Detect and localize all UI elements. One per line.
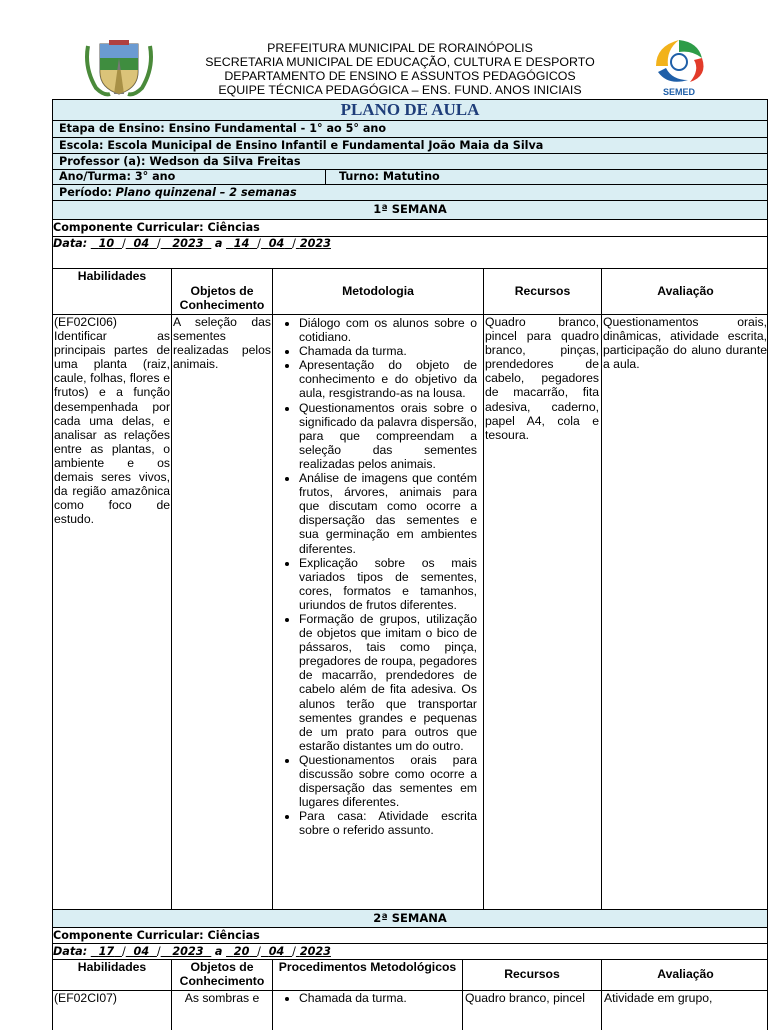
header-line-equipe: EQUIPE TÉCNICA PEDAGÓGICA – ENS. FUND. ANOS INICIAIS bbox=[218, 82, 582, 97]
w2-col-avaliacao: Avaliação bbox=[657, 967, 714, 981]
turma-cell: Ano/Turma: 3° ano bbox=[53, 170, 326, 184]
col-habilidades: Habilidades bbox=[53, 269, 172, 314]
turno-cell: Turno: Matutino bbox=[339, 170, 440, 183]
col-avaliacao: Avaliação bbox=[657, 284, 714, 298]
week1-date-label: Data: bbox=[53, 237, 88, 250]
w2-col-procedimentos: Procedimentos Metodológicos bbox=[273, 960, 463, 990]
metodologia-item: • Questionamentos orais para discussão sobre como ocorre a dispersação das sementes em lugares diferentes. bbox=[299, 753, 483, 809]
etapa-row: Etapa de Ensino: Ensino Fundamental - 1° ao 5° ano bbox=[52, 120, 768, 138]
week1-recursos: Quadro branco, pincel para quadro branco, pinças, prendedores de cabelo, pegadores de macarrão, fita adesiva, caderno, papel A4, cola e tesoura. bbox=[484, 315, 602, 909]
metodologia-item: • Para casa: Atividade escrita sobre o referido assunto. bbox=[299, 809, 483, 837]
plan-title-row bbox=[52, 99, 768, 121]
col-recursos: Recursos bbox=[484, 269, 602, 314]
week2-recursos: Quadro branco, pincel bbox=[463, 991, 602, 1030]
week2-date-row: Data: 17 / 04 / 2023 a 20 / 04 / 2023 bbox=[52, 943, 768, 960]
metodologia-item: • Explicação sobre os mais variados tipos de sementes, cores, formatos e tamanhos, uriundos de frutos diferentes. bbox=[299, 556, 483, 612]
week1-metodologia bbox=[273, 315, 484, 909]
week1-columns-header bbox=[52, 268, 768, 315]
w2-col-recursos: Recursos bbox=[463, 960, 602, 990]
metodologia-item: • Questionamentos orais sobre o significado da palavra dispersão, para que compreendam a seleção das sementes realizadas pelos animais. bbox=[299, 401, 483, 471]
header-line-secretaria: SECRETARIA MUNICIPAL DE EDUCAÇÃO, CULTURA E DESPORTO bbox=[205, 54, 595, 69]
periodo-label: Período: bbox=[59, 186, 112, 199]
w2-col-habilidades: Habilidades bbox=[53, 960, 172, 990]
week2-date-start: 17 bbox=[98, 945, 115, 958]
week1-objetos: A seleção das sementes realizadas pelos animais. bbox=[172, 315, 273, 909]
week1-date-start: 10 bbox=[98, 237, 115, 250]
procedimento-item: • Chamada da turma. bbox=[299, 991, 462, 1005]
metodologia-item: • Análise de imagens que contém frutos, árvores, animais para que discutam como ocorre a dispersação das sementes e sua germinação em ambientes diferentes. bbox=[299, 471, 483, 556]
municipal-coat-of-arms-logo bbox=[80, 38, 158, 98]
week2-title: 2ª SEMANA bbox=[52, 909, 768, 928]
professor-row: Professor (a): Wedson da Silva Freitas bbox=[52, 153, 768, 170]
col-objetos: Objetos de Conhecimento bbox=[172, 269, 273, 314]
w2-col-objetos: Objetos de Conhecimento bbox=[172, 960, 273, 990]
semed-logo-text: SEMED bbox=[662, 87, 696, 97]
week1-date-end: 14 bbox=[233, 237, 250, 250]
plan-title: PLANO DE AULA bbox=[340, 100, 480, 119]
col-metodologia: Metodologia bbox=[273, 269, 484, 314]
metodologia-list bbox=[273, 316, 483, 837]
metodologia-item: • Diálogo com os alunos sobre o cotidiano. bbox=[299, 316, 483, 344]
turma-turno-row bbox=[52, 169, 768, 185]
periodo-row bbox=[52, 184, 768, 201]
week2-date-end: 20 bbox=[233, 945, 250, 958]
procedimentos-list bbox=[273, 991, 462, 1005]
week1-habilidades: (EF02CI06) Identificar as principais partes de uma planta (raiz, caule, folhas, flores e frutos) e a função desempenhada por cada uma delas, e analisar as relações entre as plantas, o ambiente e os demais seres vivos, da região amazônica como foco de estudo. bbox=[53, 315, 172, 909]
week1-body-row bbox=[52, 314, 768, 910]
week2-procedimentos bbox=[273, 991, 463, 1030]
week1-title: 1ª SEMANA bbox=[52, 200, 768, 220]
periodo-value: Plano quinzenal – 2 semanas bbox=[115, 186, 297, 199]
metodologia-item: • Apresentação do objeto de conhecimento e do objetivo da aula, resgistrando-as na lousa. bbox=[299, 358, 483, 400]
week1-avaliacao: Questionamentos orais, dinâmicas, atividade escrita, participação do aluno durante a aula. bbox=[603, 315, 767, 372]
week2-componente: Componente Curricular: Ciências bbox=[52, 927, 768, 944]
week2-objetos: As sombras e bbox=[172, 991, 273, 1030]
header-line-departamento: DEPARTAMENTO DE ENSINO E ASSUNTOS PEDAGÓGICOS bbox=[224, 68, 576, 83]
week1-date-row: Data: 10 / 04 / 2023 a 14 / 04 / 2023 bbox=[52, 236, 768, 269]
week1-componente: Componente Curricular: Ciências bbox=[52, 219, 768, 237]
week2-columns-header bbox=[52, 959, 768, 991]
week2-body-row bbox=[52, 990, 768, 1030]
metodologia-item: • Chamada da turma. bbox=[299, 344, 483, 358]
header-line-prefeitura: PREFEITURA MUNICIPAL DE RORAINÓPOLIS bbox=[267, 41, 533, 55]
week2-date-label: Data: bbox=[53, 945, 88, 958]
escola-row: Escola: Escola Municipal de Ensino Infantil e Fundamental João Maia da Silva bbox=[52, 137, 768, 154]
week2-habilidades: (EF02CI07) bbox=[53, 991, 172, 1030]
metodologia-item: • Formação de grupos, utilização de objetos que imitam o bico de pássaros, tais como pinça, pregadores de roupa, pegadores de macarrão, prendedores de cabelo além de fita adesiva. Os alunos terão que transportar sementes grandes e pequenas de um prato para outros que estarão distantes um do outro. bbox=[299, 612, 483, 753]
semed-logo bbox=[648, 36, 710, 98]
week2-avaliacao: Atividade em grupo, bbox=[604, 991, 713, 1005]
document-header bbox=[160, 42, 640, 98]
